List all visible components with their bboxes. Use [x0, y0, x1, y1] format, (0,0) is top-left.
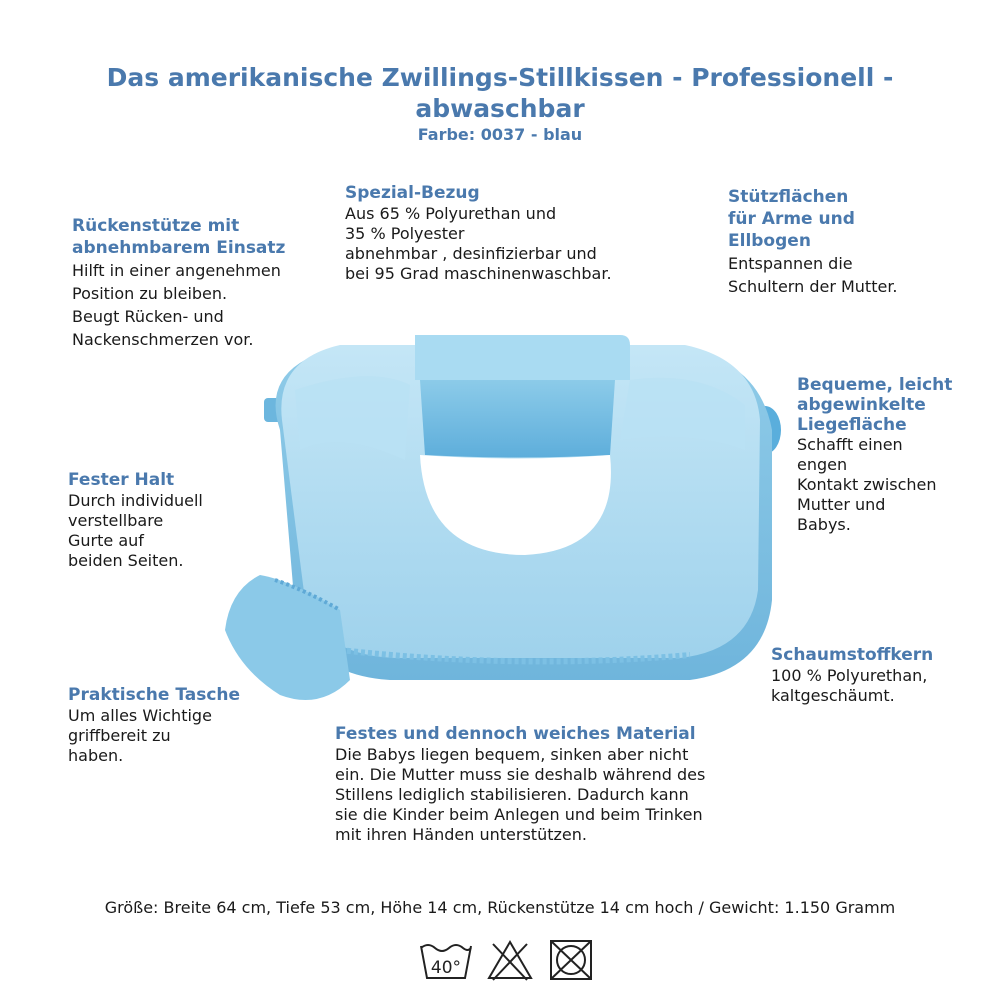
size-weight-info: Größe: Breite 64 cm, Tiefe 53 cm, Höhe 14 cm, Rückenstütze 14 cm hoch / Gewicht: 1.150 Gramm [104, 898, 896, 917]
feature-text: Gurte auf [68, 531, 144, 550]
feature-heading: Praktische Tasche [68, 685, 241, 705]
feature-text: engen [797, 455, 848, 474]
nursing-pillow-image [220, 310, 790, 710]
feature-heading: Liegefläche [797, 415, 907, 435]
feature-heading: Fester Halt [68, 470, 175, 490]
feature-arm-support [728, 186, 898, 298]
feature-text: Die Babys liegen bequem, sinken aber nicht [335, 745, 689, 764]
page-title [100, 62, 900, 124]
feature-text: Aus 65 % Polyurethan und [345, 204, 557, 223]
feature-text: Um alles Wichtige [68, 706, 212, 725]
feature-text: Babys. [797, 515, 851, 534]
wash-temperature: 40° [430, 958, 462, 978]
feature-text: kaltgeschäumt. [771, 686, 895, 705]
feature-text: bei 95 Grad maschinenwaschbar. [345, 264, 612, 283]
feature-text: Stillens lediglich stabilisieren. Dadurch kann [335, 785, 689, 804]
feature-heading: Stützflächen [728, 187, 849, 207]
feature-text: sie die Kinder beim Anlegen und beim Trinken [335, 805, 703, 824]
feature-text: Entspannen die [728, 254, 853, 273]
feature-heading: abgewinkelte [797, 395, 926, 415]
feature-text: griffbereit zu [68, 726, 171, 745]
feature-text: Nackenschmerzen vor. [72, 330, 254, 349]
feature-foam [771, 644, 933, 706]
feature-text: Beugt Rücken- und [72, 307, 224, 326]
feature-heading: abnehmbarem Einsatz [72, 238, 286, 258]
title-line-2: abwaschbar [415, 94, 585, 123]
feature-text: Schultern der Mutter. [728, 277, 898, 296]
feature-cover [345, 182, 612, 284]
feature-hold [68, 469, 203, 571]
feature-heading: Ellbogen [728, 231, 811, 251]
feature-text: Position zu bleiben. [72, 284, 228, 303]
title-line-1: Das amerikanische Zwillings-Stillkissen - Professionell - [106, 63, 894, 92]
feature-text: ein. Die Mutter muss sie deshalb während des [335, 765, 706, 784]
feature-text: 35 % Polyester [345, 224, 465, 243]
feature-heading: für Arme und [728, 209, 855, 229]
wash-40-icon [418, 938, 474, 986]
feature-text: verstellbare [68, 511, 164, 530]
feature-text: Hilft in einer angenehmen [72, 261, 281, 280]
feature-text: 100 % Polyurethan, [771, 666, 928, 685]
color-subtitle: Farbe: 0037 - blau [417, 125, 583, 144]
feature-text: mit ihren Händen unterstützen. [335, 825, 587, 844]
feature-text: haben. [68, 746, 124, 765]
no-tumble-dry-icon [548, 938, 594, 986]
feature-heading: Festes und dennoch weiches Material [335, 724, 696, 744]
no-bleach-icon [485, 938, 535, 986]
feature-text: abnehmbar , desinfizierbar und [345, 244, 597, 263]
feature-material [335, 723, 705, 845]
feature-heading: Rückenstütze mit [72, 216, 240, 236]
feature-lying-surface [797, 375, 952, 535]
feature-heading: Spezial-Bezug [345, 183, 480, 203]
feature-pocket [68, 684, 240, 766]
feature-text: Schafft einen [797, 435, 903, 454]
feature-heading: Schaumstoffkern [771, 645, 934, 665]
feature-heading: Bequeme, leicht [797, 375, 953, 395]
feature-text: Mutter und [797, 495, 886, 514]
feature-text: Durch individuell [68, 491, 203, 510]
feature-text: Kontakt zwischen [797, 475, 937, 494]
feature-text: beiden Seiten. [68, 551, 184, 570]
